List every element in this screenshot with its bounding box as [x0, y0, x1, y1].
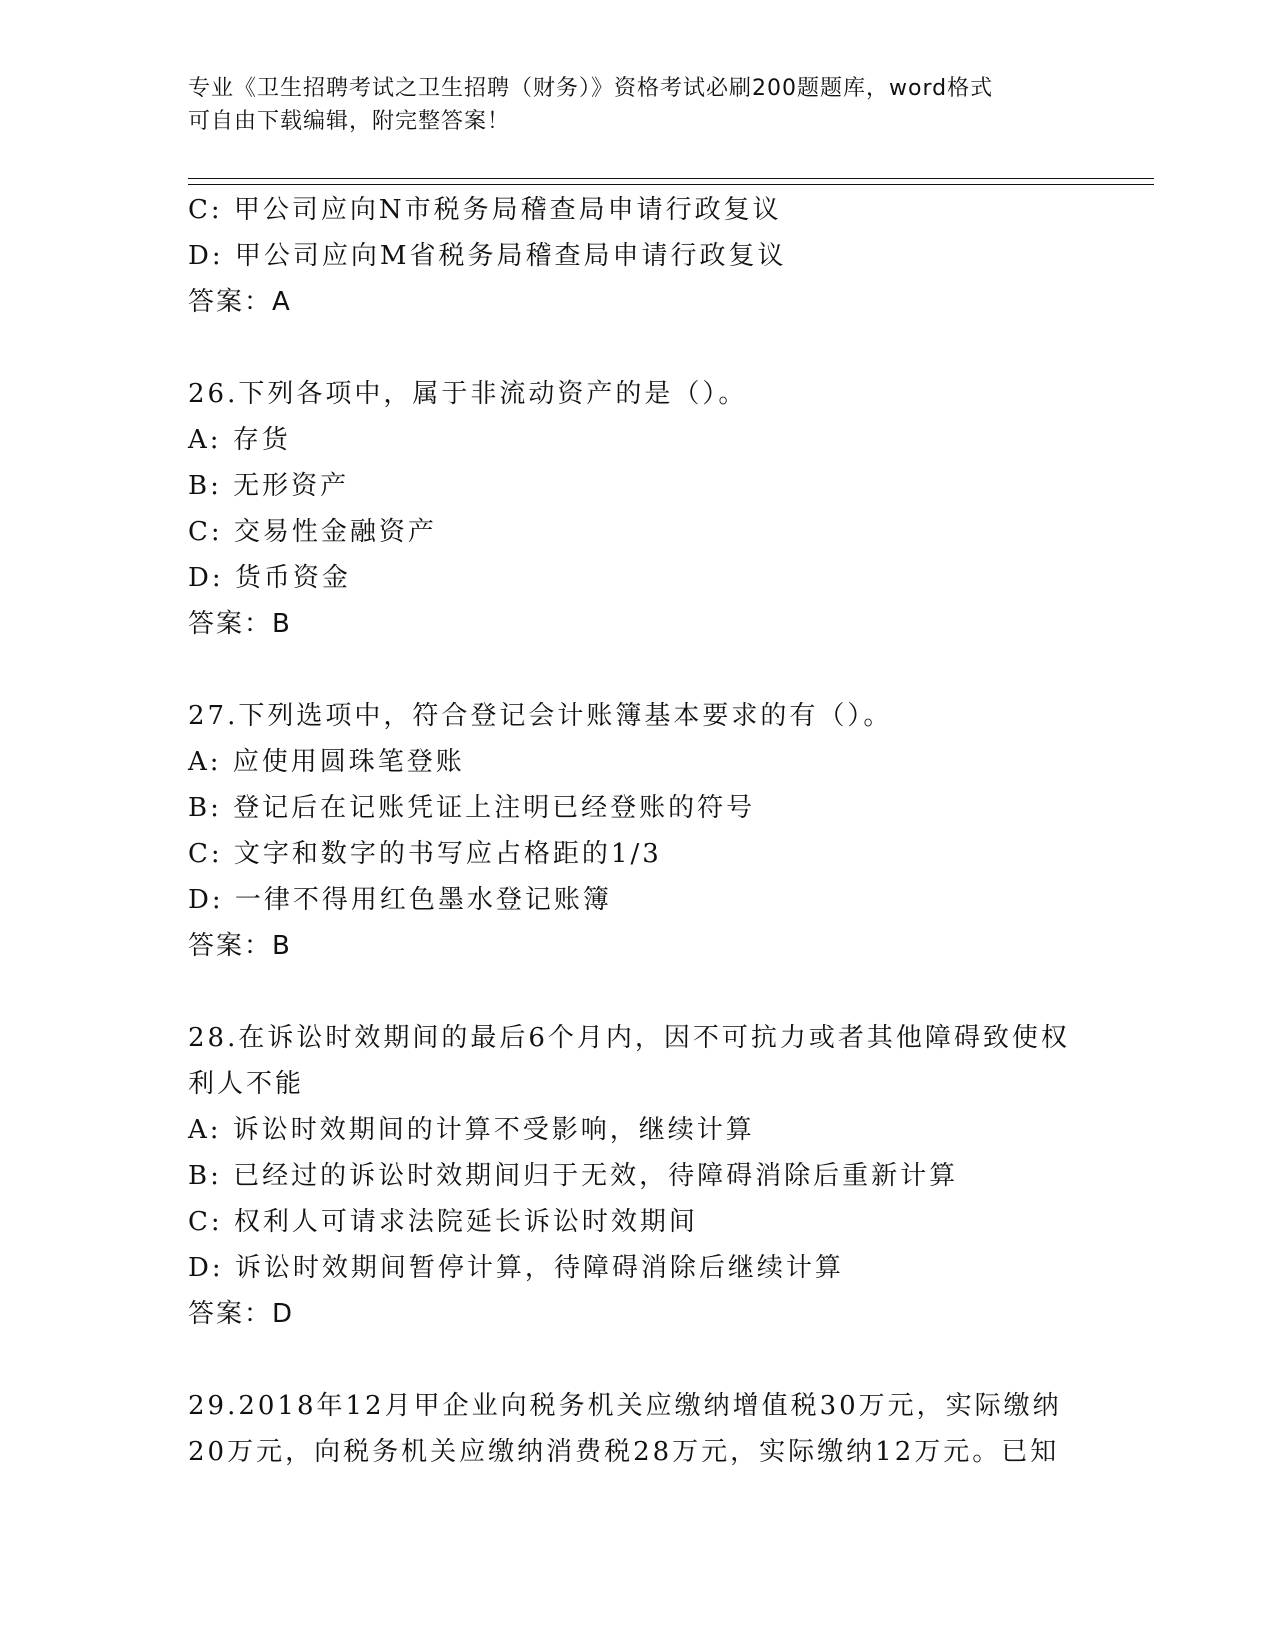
question-text: 27.下列选项中，符合登记会计账簿基本要求的有（）。	[188, 701, 893, 731]
spacer	[188, 325, 1088, 371]
page-header	[188, 72, 1088, 138]
option-c: C: 交易性金融资产	[188, 517, 437, 547]
question-list	[188, 187, 1088, 1475]
option-c: C: 文字和数字的书写应占格距的1/3	[188, 839, 662, 869]
option-a: A: 应使用圆珠笔登账	[188, 747, 465, 777]
option-b: B: 无形资产	[188, 471, 350, 501]
question-25-partial	[188, 187, 1088, 325]
question-text-line-1: 29.2018年12月甲企业向税务机关应缴纳增值税30万元，实际缴纳	[188, 1391, 1062, 1421]
question-text-line-2: 利人不能	[188, 1069, 305, 1099]
header-title-line-2: 可自由下载编辑，附完整答案！	[188, 109, 511, 134]
question-26	[188, 371, 1088, 647]
spacer	[188, 969, 1088, 1015]
question-29	[188, 1383, 1088, 1475]
spacer	[188, 1337, 1088, 1383]
question-text: 26.下列各项中，属于非流动资产的是（）。	[188, 379, 748, 409]
header-divider	[188, 178, 1154, 185]
header-title-line-1: 专业《卫生招聘考试之卫生招聘（财务）》资格考试必刷200题题库，word格式	[188, 76, 994, 101]
question-27	[188, 693, 1088, 969]
option-d: D: 诉讼时效期间暂停计算，待障碍消除后继续计算	[188, 1253, 844, 1283]
option-b: B: 已经过的诉讼时效期间归于无效，待障碍消除后重新计算	[188, 1161, 959, 1191]
answer: 答案：B	[188, 931, 292, 961]
question-text-line-2: 20万元，向税务机关应缴纳消费税28万元，实际缴纳12万元。已知	[188, 1437, 1060, 1467]
option-d: D: 货币资金	[188, 563, 351, 593]
question-28	[188, 1015, 1088, 1337]
answer: 答案：B	[188, 609, 292, 639]
answer: 答案：A	[188, 287, 292, 317]
answer: 答案：D	[188, 1299, 295, 1329]
option-b: B: 登记后在记账凭证上注明已经登账的符号	[188, 793, 756, 823]
option-a: A: 诉讼时效期间的计算不受影响，继续计算	[188, 1115, 755, 1145]
spacer	[188, 647, 1088, 693]
option-c: C: 权利人可请求法院延长诉讼时效期间	[188, 1207, 698, 1237]
option-d: D: 甲公司应向M省税务局稽查局申请行政复议	[188, 241, 787, 271]
option-c: C: 甲公司应向N市税务局稽查局申请行政复议	[188, 195, 782, 225]
option-a: A: 存货	[188, 425, 291, 455]
option-d: D: 一律不得用红色墨水登记账簿	[188, 885, 612, 915]
question-text-line-1: 28.在诉讼时效期间的最后6个月内，因不可抗力或者其他障碍致使权	[188, 1023, 1070, 1053]
